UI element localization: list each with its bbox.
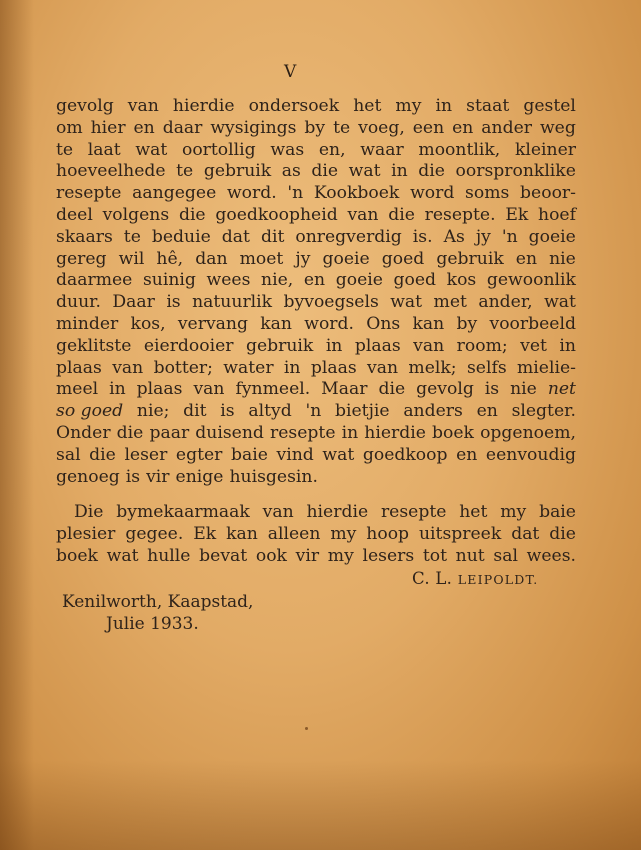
- word: volgens: [102, 204, 170, 225]
- word: geklitste: [56, 335, 132, 356]
- word: As: [443, 226, 465, 247]
- word: vind: [276, 444, 314, 465]
- word: eenvoudig: [485, 444, 576, 465]
- word: 'n: [287, 183, 304, 204]
- word: nie: [510, 379, 537, 400]
- word: my: [500, 502, 527, 523]
- word: in: [391, 161, 408, 182]
- word: van: [413, 335, 445, 356]
- text-line: [56, 96, 576, 118]
- word: melk;: [408, 357, 457, 378]
- place-line: Kenilworth, Kaapstad,: [62, 592, 254, 612]
- word: voorbeeld: [489, 313, 576, 334]
- word: te: [333, 117, 351, 138]
- author-surname: LEIPOLDT.: [457, 572, 539, 587]
- word: resepte: [270, 422, 336, 443]
- word: boek: [56, 545, 98, 566]
- word: fynmeel.: [235, 379, 311, 400]
- word: my: [330, 524, 357, 545]
- word: plaas: [136, 379, 183, 400]
- word: gestel: [523, 96, 576, 116]
- word: goeie: [528, 226, 576, 247]
- text-line: [56, 423, 576, 445]
- word: my: [327, 545, 354, 566]
- word: nie: [549, 248, 576, 269]
- word: natuurlik: [192, 292, 273, 313]
- word: om: [56, 117, 83, 138]
- word: deel: [56, 204, 93, 225]
- word: Ons: [366, 313, 401, 334]
- word: lesers: [362, 545, 415, 566]
- word: laat: [87, 139, 121, 160]
- word: is: [125, 466, 141, 487]
- word: altyd: [248, 401, 292, 422]
- author-signature: [412, 569, 538, 588]
- word: is: [220, 401, 235, 422]
- word: gevolg: [416, 379, 474, 400]
- word: genoeg: [56, 466, 120, 487]
- word: resepte: [56, 183, 122, 204]
- word: vir: [146, 466, 170, 487]
- word: dat: [511, 524, 540, 545]
- word: huisgesin.: [229, 466, 318, 487]
- date-line: Julie 1933.: [106, 614, 199, 634]
- word: in: [435, 96, 453, 116]
- word: nie;: [136, 401, 170, 422]
- word: so goed: [56, 401, 124, 422]
- word: hoeveelhede: [56, 161, 166, 182]
- word: enige: [175, 466, 224, 487]
- word: oorspronklike: [455, 161, 576, 182]
- word: die: [89, 444, 116, 465]
- word: daarmee: [56, 270, 133, 291]
- word: een: [412, 117, 445, 138]
- word: 'n: [501, 226, 518, 247]
- word: plaas: [56, 357, 102, 378]
- word: gewoonlik: [486, 270, 576, 291]
- word: gebruik: [203, 161, 272, 182]
- word: baie: [539, 502, 576, 523]
- body-text: [56, 96, 576, 568]
- text-line: [56, 524, 576, 546]
- word: word.: [226, 183, 277, 204]
- word: by: [456, 313, 478, 334]
- word: room;: [456, 335, 508, 356]
- text-line: [56, 358, 576, 380]
- word: goedkoop: [362, 444, 448, 465]
- word: kan: [412, 313, 445, 334]
- word: nie,: [261, 270, 294, 291]
- word: kleiner: [514, 139, 576, 160]
- word: by: [304, 117, 326, 138]
- word: goed: [381, 248, 425, 269]
- word: alleen: [267, 524, 321, 545]
- text-line: [56, 292, 576, 314]
- word: goedkoopheid: [215, 204, 338, 225]
- word: die: [418, 161, 445, 182]
- word: gevolg: [56, 96, 114, 116]
- word: hoef: [538, 204, 576, 225]
- text-line: [56, 379, 576, 401]
- word: boek: [432, 422, 474, 443]
- word: moet: [239, 248, 284, 269]
- word: is: [166, 292, 181, 313]
- word: weg: [539, 117, 576, 138]
- text-line: [56, 270, 576, 292]
- word: oortollig: [181, 139, 256, 160]
- word: egter: [175, 444, 223, 465]
- word: in: [341, 422, 359, 443]
- word: beduie: [151, 226, 211, 247]
- bottom-shadow: [0, 760, 641, 850]
- word: word: [410, 183, 455, 204]
- word: Ek: [193, 524, 217, 545]
- word: goeie: [322, 248, 370, 269]
- word: bietjie: [335, 401, 390, 422]
- text-line: [56, 183, 576, 205]
- word: skaars: [56, 226, 113, 247]
- word: jy: [475, 226, 491, 247]
- word: het: [459, 502, 488, 523]
- word: Onder: [56, 422, 111, 443]
- word: in: [559, 335, 576, 356]
- word: nut: [455, 545, 485, 566]
- word: onregverdig: [295, 226, 402, 247]
- word: plesier: [56, 524, 116, 545]
- page-number: V: [284, 62, 298, 82]
- word: beoor-: [520, 183, 576, 204]
- word: ander: [481, 117, 533, 138]
- word: sal: [493, 545, 518, 566]
- word: paar: [149, 422, 190, 443]
- word: my: [395, 96, 422, 116]
- word: die: [178, 204, 206, 225]
- word: slegter.: [511, 401, 576, 422]
- word: dit: [183, 401, 207, 422]
- word: Ek: [505, 204, 529, 225]
- word: soms: [465, 183, 510, 204]
- word: die: [116, 422, 144, 443]
- word: hê,: [156, 248, 184, 269]
- word: dit: [260, 226, 285, 247]
- word: resepte.: [424, 204, 496, 225]
- word: kos,: [130, 313, 166, 334]
- word: hulle: [147, 545, 191, 566]
- word: goeie: [335, 270, 383, 291]
- text-line: [56, 161, 576, 183]
- word: voeg,: [358, 117, 405, 138]
- word: botter;: [153, 357, 213, 378]
- text-line: [56, 336, 576, 358]
- word: die: [388, 204, 415, 225]
- word: hier: [90, 117, 126, 138]
- word: minder: [56, 313, 119, 334]
- word: was: [270, 139, 305, 160]
- word: en: [133, 117, 155, 138]
- word: en: [452, 117, 474, 138]
- word: en: [303, 270, 326, 291]
- word: 'n: [305, 401, 322, 422]
- word: hierdie: [364, 422, 426, 443]
- text-line: [56, 502, 576, 524]
- word: in: [283, 357, 301, 378]
- word: as: [281, 161, 301, 182]
- word: bymekaarmaak: [116, 502, 250, 523]
- word: met: [433, 292, 467, 313]
- word: plaas: [354, 335, 401, 356]
- word: gebruik: [436, 248, 504, 269]
- text-line: [56, 401, 576, 423]
- word: en,: [318, 139, 346, 160]
- word: en: [515, 248, 538, 269]
- word: Daar: [112, 292, 155, 313]
- word: van: [262, 502, 294, 523]
- word: waar: [360, 139, 404, 160]
- word: duisend: [195, 422, 264, 443]
- word: suinig: [142, 270, 196, 291]
- word: vir: [295, 545, 320, 566]
- word: is: [484, 379, 500, 400]
- word: meel: [56, 379, 99, 400]
- paper-speck: [305, 727, 308, 730]
- word: is.: [412, 226, 433, 247]
- word: van: [112, 357, 144, 378]
- word: wees: [206, 270, 251, 291]
- word: moontlik,: [418, 139, 501, 160]
- word: wat: [390, 292, 423, 313]
- word: kos: [446, 270, 477, 291]
- word: resepte: [380, 502, 447, 523]
- word: het: [353, 96, 382, 116]
- word: gegee.: [125, 524, 184, 545]
- word: dan: [195, 248, 228, 269]
- word: wat: [322, 444, 355, 465]
- word: wat: [106, 545, 139, 566]
- word: vet: [520, 335, 547, 356]
- word: anders: [403, 401, 463, 422]
- text-line: [56, 314, 576, 336]
- author-initials: C. L.: [412, 569, 453, 588]
- word: ook: [255, 545, 287, 566]
- text-line: [56, 467, 576, 489]
- text-line: [56, 118, 576, 140]
- text-line: [56, 205, 576, 227]
- word: staat: [466, 96, 510, 116]
- word: hoop: [366, 524, 410, 545]
- word: van: [127, 96, 159, 116]
- word: Die: [74, 502, 104, 523]
- word: hierdie: [306, 502, 369, 523]
- word: kan: [226, 524, 258, 545]
- word: mielie-: [517, 357, 576, 378]
- text-line: [56, 249, 576, 271]
- word: wysigings: [210, 117, 297, 138]
- place-and-date: [62, 591, 253, 635]
- word: aangegee: [132, 183, 217, 204]
- word: die: [549, 524, 576, 545]
- word: tot: [422, 545, 447, 566]
- text-line: [56, 445, 576, 467]
- text-line: [56, 140, 576, 162]
- word: uitspreek: [418, 524, 502, 545]
- word: jy: [295, 248, 311, 269]
- word: selfs: [466, 357, 507, 378]
- word: wil: [118, 248, 145, 269]
- word: wat: [544, 292, 576, 313]
- word: te: [56, 139, 74, 160]
- word: net: [547, 379, 576, 400]
- text-line: [56, 546, 576, 568]
- word: word.: [304, 313, 354, 334]
- word: bevat: [199, 545, 248, 566]
- word: van: [347, 204, 379, 225]
- word: vervang: [177, 313, 248, 334]
- word: wat: [135, 139, 168, 160]
- word: kan: [260, 313, 292, 334]
- word: baie: [230, 444, 268, 465]
- word: dat: [221, 226, 250, 247]
- word: gebruik: [245, 335, 314, 356]
- word: en: [456, 444, 478, 465]
- word: goed: [393, 270, 437, 291]
- word: hierdie: [172, 96, 235, 116]
- word: te: [123, 226, 141, 247]
- word: ander,: [478, 292, 533, 313]
- word: sal: [56, 444, 81, 465]
- word: in: [109, 379, 126, 400]
- text-line: [56, 227, 576, 249]
- word: en: [476, 401, 498, 422]
- word: duur.: [56, 292, 101, 313]
- word: daar: [162, 117, 203, 138]
- word: ondersoek: [248, 96, 340, 116]
- binding-shadow: [0, 0, 34, 850]
- word: wees.: [526, 545, 576, 566]
- word: plaas: [310, 357, 357, 378]
- word: van: [193, 379, 225, 400]
- word: byvoegsels: [283, 292, 379, 313]
- word: leser: [124, 444, 168, 465]
- word: opgenoem,: [480, 422, 576, 443]
- word: wat: [348, 161, 381, 182]
- word: Kookboek: [313, 183, 400, 204]
- word: eierdooier: [143, 335, 234, 356]
- word: gereg: [56, 248, 107, 269]
- word: die: [378, 379, 406, 400]
- word: in: [325, 335, 343, 356]
- word: van: [367, 357, 399, 378]
- word: water: [223, 357, 274, 378]
- word: Maar: [321, 379, 368, 400]
- word: die: [311, 161, 339, 182]
- word: te: [176, 161, 194, 182]
